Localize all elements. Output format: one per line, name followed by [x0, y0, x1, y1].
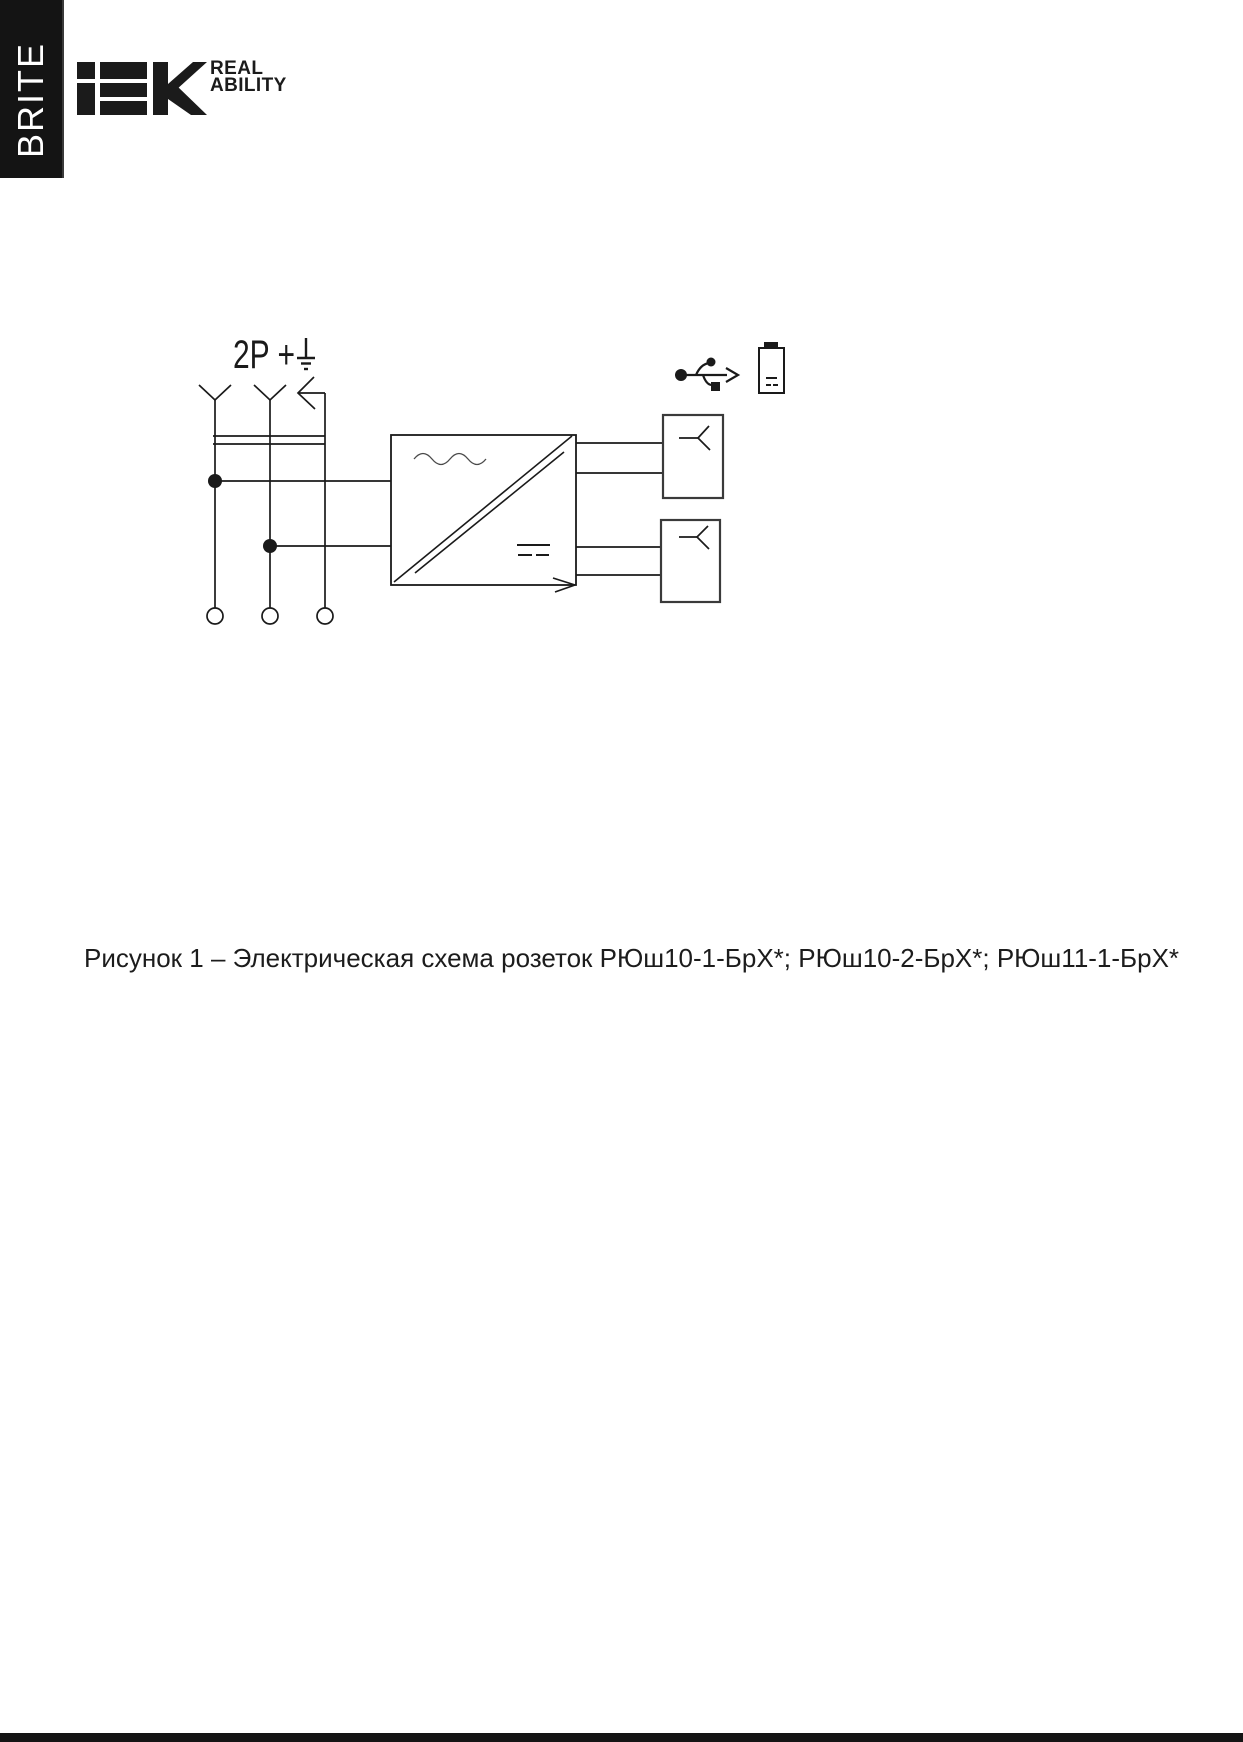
iek-logo — [77, 62, 207, 116]
socket-icon-1 — [679, 426, 710, 450]
brite-sidebar-banner — [0, 0, 64, 178]
logo-i-stem — [77, 83, 95, 115]
input-label-text: 2P + — [233, 333, 295, 377]
logo-e-top-bar — [100, 62, 147, 79]
plug-pin-icon-2 — [254, 385, 286, 608]
ac-wave-icon — [414, 454, 486, 465]
converter-diagonal-1 — [394, 436, 572, 582]
brand-tagline — [210, 60, 287, 94]
junction-dot-2 — [263, 539, 277, 553]
terminal-circle-1 — [207, 608, 223, 624]
plug-pin-icon-1 — [199, 385, 231, 608]
terminal-circle-2 — [262, 608, 278, 624]
socket-block-2 — [661, 520, 720, 602]
usb-icon — [675, 358, 738, 392]
battery-icon — [759, 342, 784, 393]
input-wires — [208, 474, 391, 553]
dc-icon — [517, 545, 550, 555]
terminal-circle-3 — [317, 608, 333, 624]
logo-i-dot — [77, 62, 95, 79]
input-terminals — [199, 377, 333, 624]
connector-boundary-lines — [213, 436, 325, 444]
footer-bar — [0, 1733, 1243, 1742]
figure-caption: Рисунок 1 – Электрическая схема розеток РЮш10-1-БрХ*; РЮш10-2-БрХ*; РЮш11-1-БрХ* — [84, 943, 1180, 973]
output-wires — [576, 443, 663, 575]
earth-icon — [297, 338, 315, 369]
logo-k-lower-arm — [168, 86, 207, 115]
logo-e-bottom-bar — [100, 101, 147, 115]
logo-e-mid-bar — [100, 83, 147, 97]
series-label: BRITE — [10, 41, 51, 159]
pe-contact-arrow-icon — [298, 377, 325, 608]
logo-k-stem — [153, 62, 168, 115]
input-rating-label — [233, 333, 315, 377]
tagline-line-1: REAL — [210, 58, 264, 79]
circuit-diagram — [150, 280, 850, 680]
converter-block — [391, 435, 576, 592]
junction-dot-1 — [208, 474, 222, 488]
socket-block-1 — [663, 415, 723, 498]
socket-icon-2 — [679, 526, 709, 549]
iek-logo-glyphs — [77, 62, 207, 115]
tagline-line-2: ABILITY — [210, 75, 287, 96]
